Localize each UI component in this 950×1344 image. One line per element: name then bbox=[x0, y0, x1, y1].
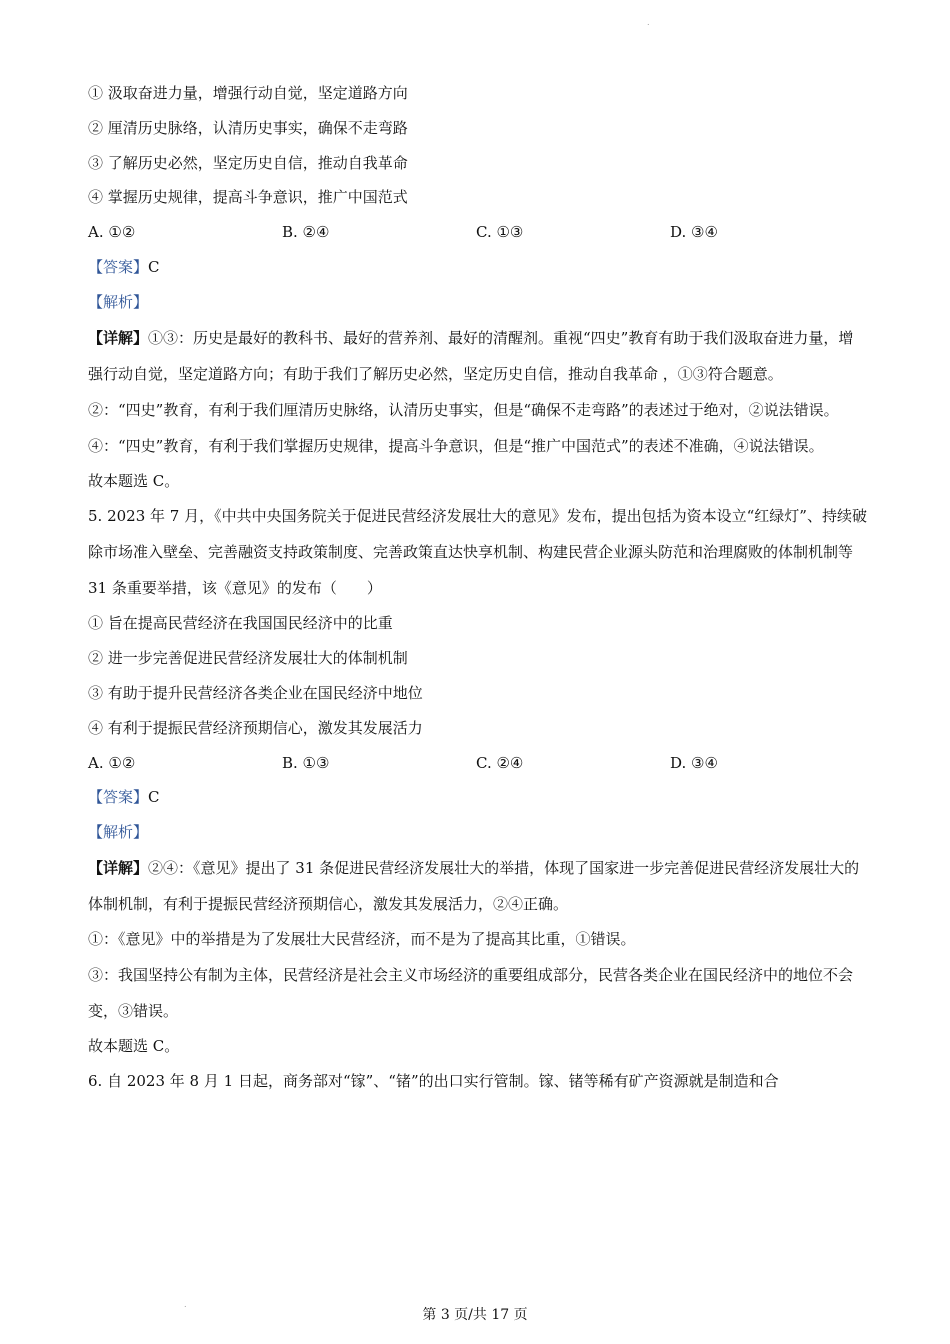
q4-options bbox=[88, 215, 868, 250]
q5-option-a: A. ①② bbox=[88, 753, 136, 772]
q4-option-c: C. ①③ bbox=[476, 223, 524, 242]
q4-detail-1 bbox=[88, 320, 868, 392]
page-footer: 第 3 页/共 17 页 bbox=[422, 1307, 528, 1323]
q4-detail-1-text: ①③：历史是最好的教科书、最好的营养剂、最好的清醒剂。重视“四史”教育有助于我们汲取奋进力量，增强行动自觉，坚定道路方向；有助于我们了解历史必然，坚定历史自信，推动自我革命 ，①③符合题意。 bbox=[88, 328, 854, 383]
q5-analysis-tag: 【解析】 bbox=[88, 823, 149, 842]
q4-option-b: B. ②④ bbox=[282, 223, 330, 242]
q4-detail-label: 【详解】 bbox=[88, 328, 149, 347]
q4-conclusion: 故本题选 C。 bbox=[88, 471, 180, 490]
q5-detail-label: 【详解】 bbox=[88, 858, 149, 877]
q4-detail-2: ②：“四史”教育，有利于我们厘清历史脉络，认清历史事实，但是“确保不走弯路”的表述过于绝对，②说法错误。 bbox=[88, 400, 839, 419]
q5-answer-value: C bbox=[148, 788, 160, 807]
q5-item-1: ① 旨在提高民营经济在我国国民经济中的比重 bbox=[88, 614, 393, 633]
q5-item-2: ② 进一步完善促进民营经济发展壮大的体制机制 bbox=[88, 649, 408, 668]
scan-mark-bottom: . bbox=[184, 1300, 187, 1309]
q4-item-4: ④ 掌握历史规律，提高斗争意识，推广中国范式 bbox=[88, 188, 408, 207]
q5-item-4: ④ 有利于提振民营经济预期信心，激发其发展活力 bbox=[88, 718, 423, 737]
q5-option-b: B. ①③ bbox=[282, 753, 330, 772]
q5-answer bbox=[88, 780, 868, 815]
q5-stem: 5. 2023 年 7 月，《中共中央国务院关于促进民营经济发展壮大的意见》发布，提出包括为资本设立“红绿灯”、持续破除市场准入壁垒、完善融资支持政策制度、完善政策直达快享机制、构建民营企业源头防范和治理腐败的体制机制等 31 条重要举措，该《意见》的发布（ ） bbox=[88, 507, 867, 598]
q5-options bbox=[88, 746, 868, 781]
q5-detail-3: ③：我国坚持公有制为主体，民营经济是社会主义市场经济的重要组成部分，民营各类企业在国民经济中的地位不会变，③错误。 bbox=[88, 965, 854, 1020]
q4-detail-3: ④：“四史”教育，有利于我们掌握历史规律，提高斗争意识，但是“推广中国范式”的表述不准确，④说法错误。 bbox=[88, 436, 824, 455]
q4-answer-value: C bbox=[148, 257, 160, 276]
q5-detail-1-text: ②④：《意见》提出了 31 条促进民营经济发展壮大的举措，体现了国家进一步完善促进民营经济发展壮大的体制机制，有利于提振民营经济预期信心，激发其发展活力，②④正确。 bbox=[88, 858, 860, 913]
q4-item-3: ③ 了解历史必然，坚定历史自信，推动自我革命 bbox=[88, 153, 408, 172]
q6-stem: 6. 自 2023 年 8 月 1 日起，商务部对“镓”、“锗”的出口实行管制。镓、锗等稀有矿产资源就是制造和合 bbox=[88, 1071, 779, 1090]
q5-conclusion: 故本题选 C。 bbox=[88, 1036, 180, 1055]
q4-option-d: D. ③④ bbox=[670, 223, 718, 242]
q5-option-c: C. ②④ bbox=[476, 753, 524, 772]
q4-answer-tag: 【答案】 bbox=[88, 257, 149, 276]
scan-mark-top: . bbox=[647, 18, 650, 27]
q4-item-2: ② 厘清历史脉络，认清历史事实，确保不走弯路 bbox=[88, 118, 408, 137]
q5-answer-tag: 【答案】 bbox=[88, 788, 149, 807]
q4-item-1: ① 汲取奋进力量，增强行动自觉，坚定道路方向 bbox=[88, 84, 408, 102]
q4-answer bbox=[88, 250, 868, 285]
q5-detail-1 bbox=[88, 850, 868, 922]
document-page bbox=[88, 76, 868, 1098]
q5-item-3: ③ 有助于提升民营经济各类企业在国民经济中地位 bbox=[88, 683, 423, 702]
q4-analysis-tag: 【解析】 bbox=[88, 292, 149, 311]
q4-option-a: A. ①② bbox=[88, 223, 136, 242]
q5-detail-2: ①：《意见》中的举措是为了发展壮大民营经济，而不是为了提高其比重，①错误。 bbox=[88, 929, 636, 948]
q5-option-d: D. ③④ bbox=[670, 753, 718, 772]
